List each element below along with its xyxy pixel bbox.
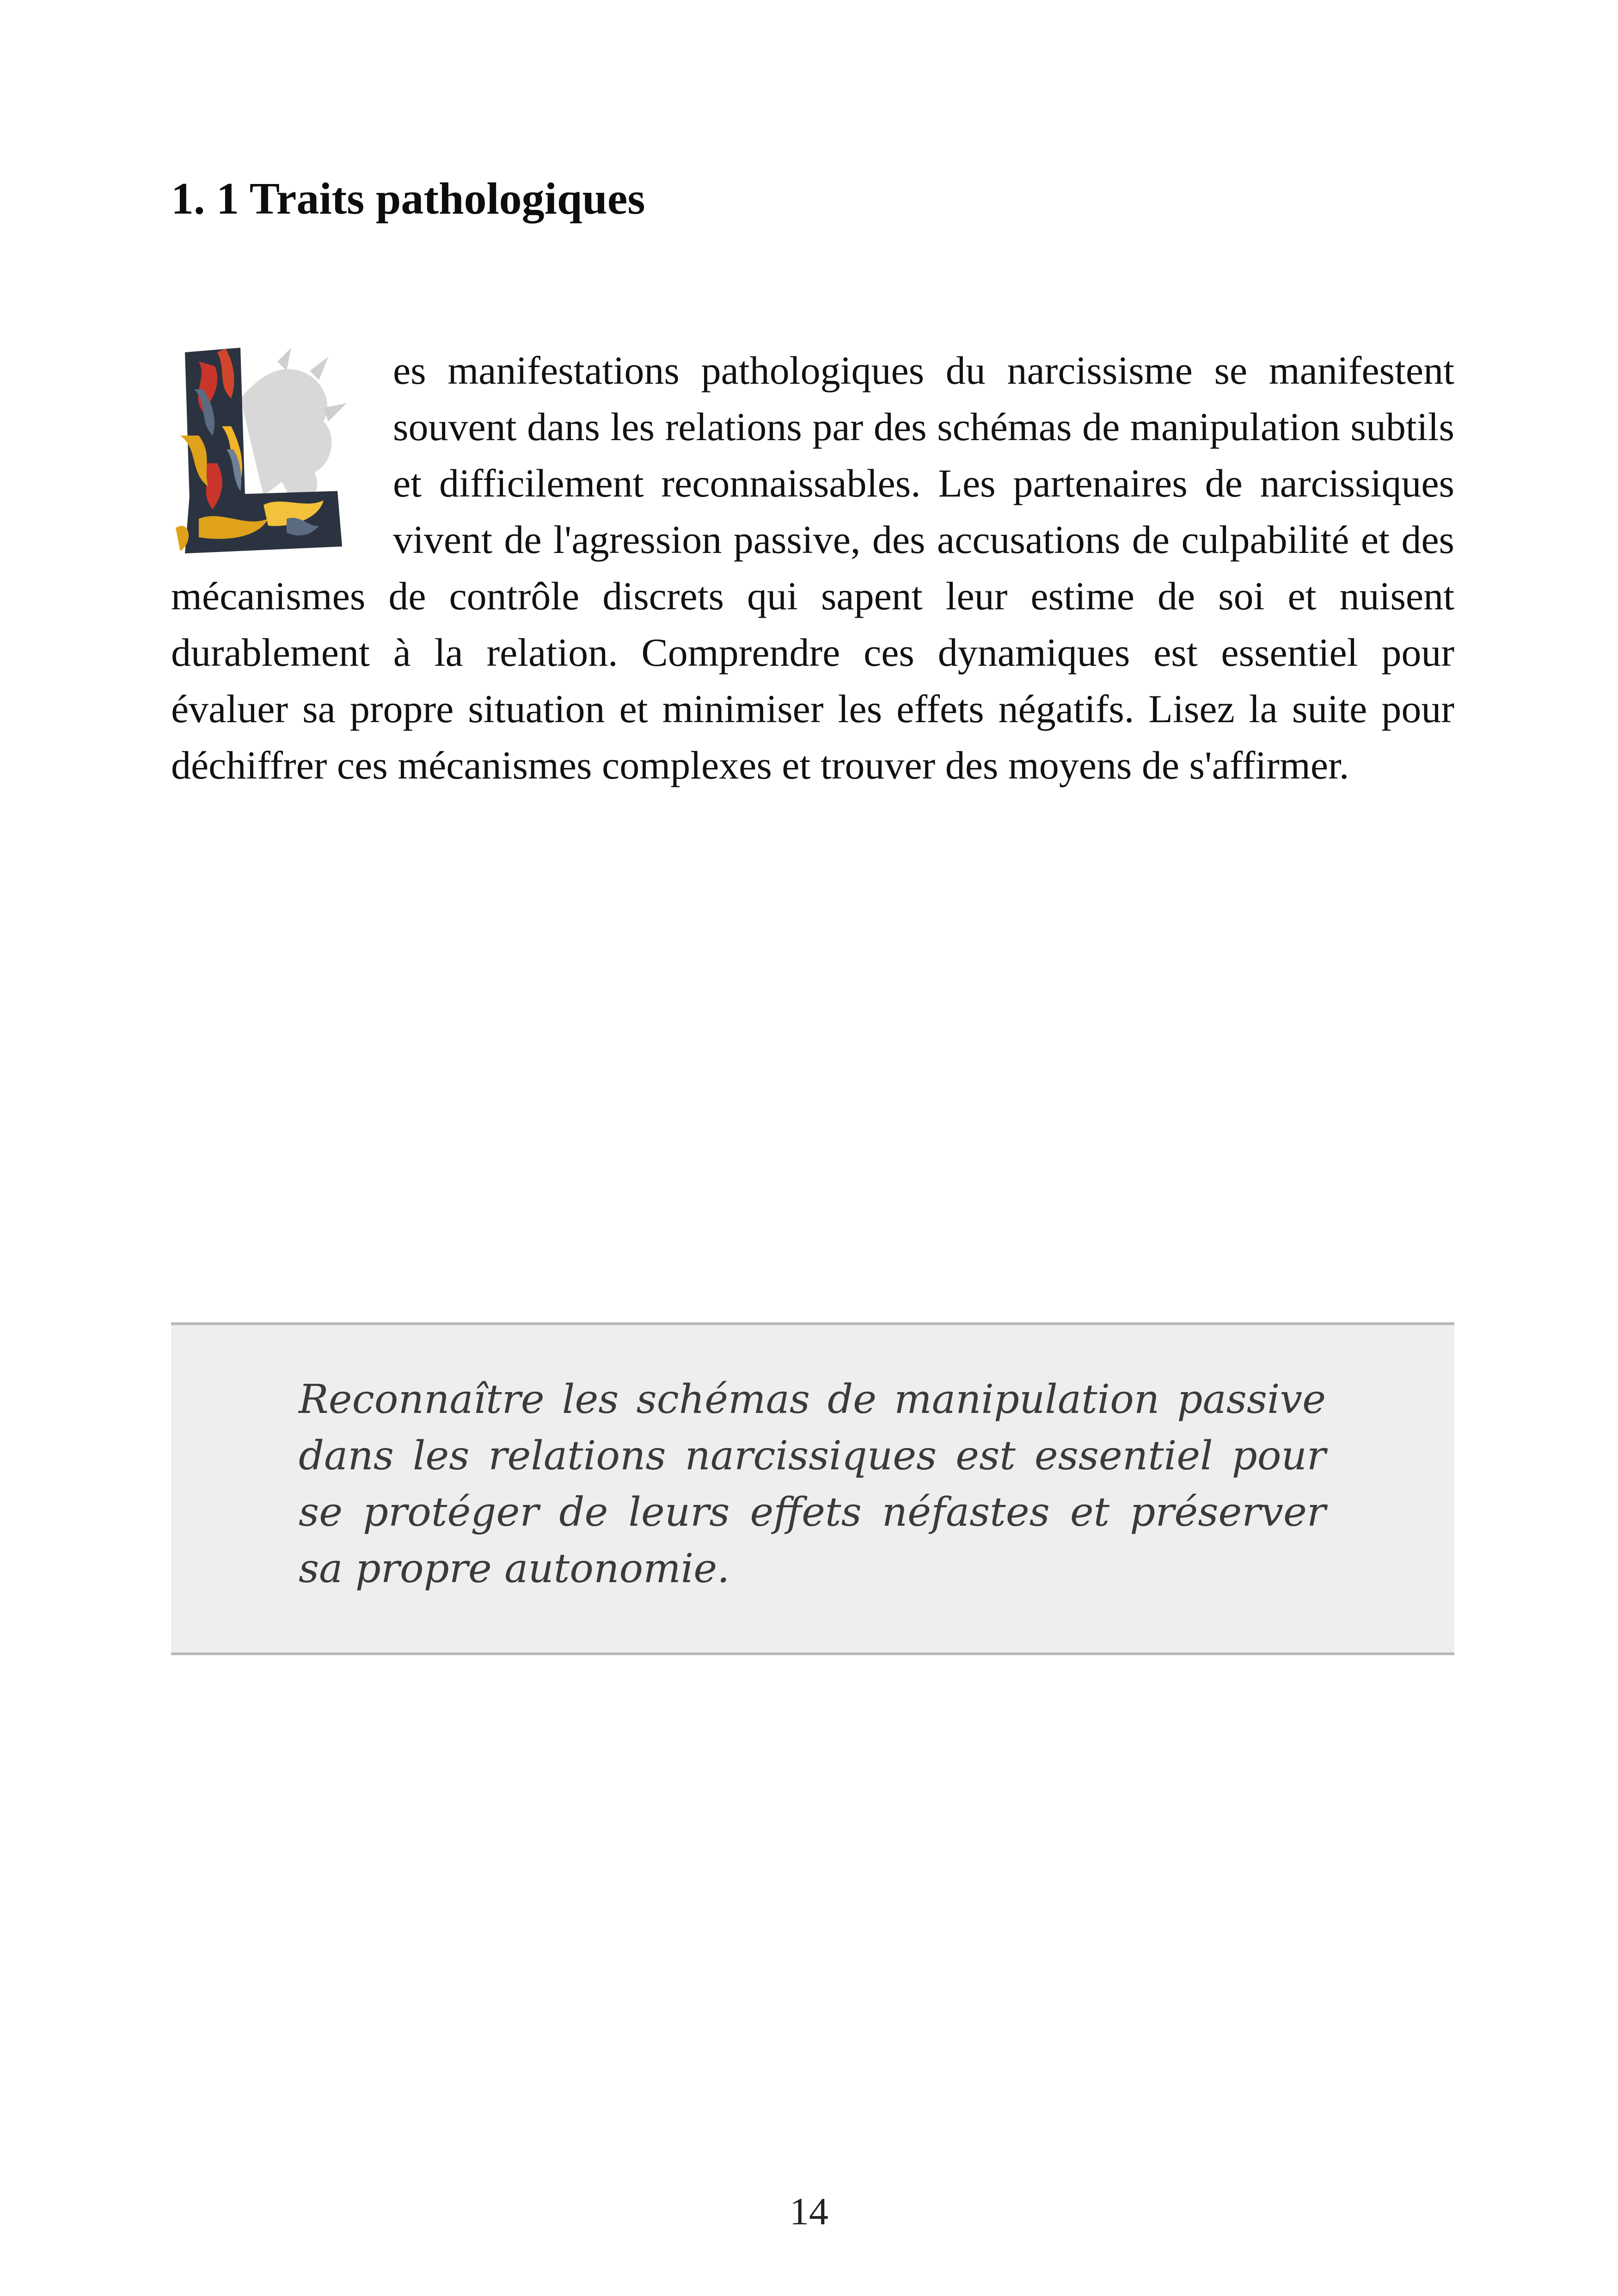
section-heading: 1. 1 Traits pathologiques: [171, 174, 645, 224]
intro-paragraph-text: es manifestations pathologiques du narcissisme se manifestent souvent dans les relations par des schémas de manipulation subtils et difficilement reconnaissables. Les partenaires de narcissiques vivent de l'agression passive, des accusations de culpabilité et des mécanismes de contrôle discrets qui sapent leur estime de soi et nuisent durablement à la relation. Comprendre ces dynamiques est essentiel pour évaluer sa propre situation et minimiser les effets négatifs. Lisez la suite pour déchiffrer ces mécanismes complexes et trouver des moyens de s'affirmer.: [171, 348, 1454, 787]
callout-box: [171, 1322, 1454, 1655]
flaming-letter-l-icon: [171, 343, 351, 560]
page-number: 14: [790, 2190, 828, 2233]
intro-paragraph: [171, 342, 1454, 793]
callout-text: Reconnaître les schémas de manipulation passive dans les relations narcissiques est essentiel pour se protéger de leurs effets néfastes et préserver sa propre autonomie.: [299, 1376, 1326, 1592]
